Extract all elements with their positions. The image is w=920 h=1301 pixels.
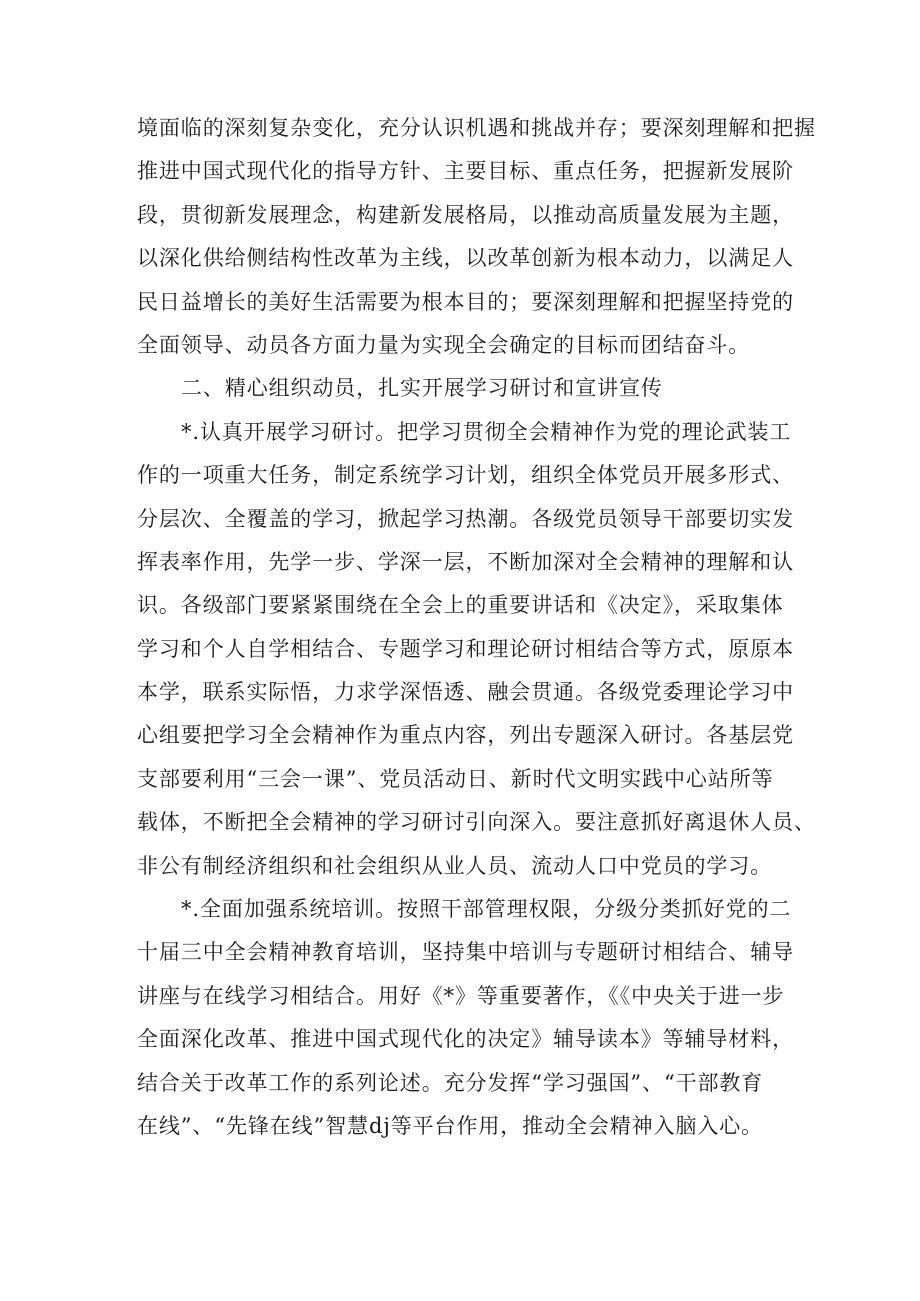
text-line: 以深化供给侧结构性改革为主线，以改革创新为根本动力，以满足人 <box>137 246 794 271</box>
text-line: 十届三中全会精神教育培训，坚持集中培训与专题研讨相结合、辅导 <box>137 940 794 965</box>
paragraph-continuation <box>137 107 816 367</box>
text-line: 挥表率作用，先学一步、学深一层，不断加深对全会精神的理解和认 <box>137 549 794 574</box>
document-body <box>137 107 816 1148</box>
text-line: 全面深化改革、推进中国式现代化的决定》辅导读本》等辅导材料， <box>137 1027 794 1052</box>
paragraph-study-discussion <box>137 411 816 888</box>
text-line: 讲座与在线学习相结合。用好《*》等重要著作，《《中央关于进一步 <box>137 983 785 1008</box>
text-line: 在线”、“先锋在线”智慧dj等平台作用，推动全会精神入脑入心。 <box>137 1113 764 1138</box>
text-line: 识。各级部门要紧紧围绕在全会上的重要讲话和《决定》，采取集体 <box>137 593 784 618</box>
text-line: 非公有制经济组织和社会组织从业人员、流动人口中党员的学习。 <box>137 853 773 878</box>
text-line: 全面领导、动员各方面力量为实现全会确定的目标而团结奋斗。 <box>137 332 751 357</box>
text-line: 学习和个人自学相结合、专题学习和理论研讨相结合等方式，原原本 <box>137 636 794 661</box>
text-line: *.全面加强系统培训。按照干部管理权限，分级分类抓好党的二 <box>181 897 792 922</box>
text-line: *.认真开展学习研讨。把学习贯彻全会精神作为党的理论武装工 <box>181 419 792 444</box>
text-line: 心组要把学习全会精神作为重点内容，列出专题深入研讨。各基层党 <box>137 723 794 748</box>
text-line: 民日益增长的美好生活需要为根本目的；要深刻理解和把握坚持党的 <box>137 289 794 314</box>
text-line: 结合关于改革工作的系列论述。充分发挥“学习强国”、“干部教育 <box>137 1070 764 1095</box>
text-line: 推进中国式现代化的指导方针、主要目标、重点任务，把握新发展阶 <box>137 159 794 184</box>
paragraph-training <box>137 888 794 1148</box>
text-line: 支部要利用“三会一课”、党员活动日、新时代文明实践中心站所等 <box>137 766 774 791</box>
section-heading: 二、精心组织动员，扎实开展学习研讨和宣讲宣传 <box>181 376 663 401</box>
text-line: 段，贯彻新发展理念，构建新发展格局，以推动高质量发展为主题， <box>137 202 794 227</box>
text-line: 载体，不断把全会精神的学习研讨引向深入。要注意抓好离退休人员、 <box>137 810 816 835</box>
text-line: 境面临的深刻复杂变化，充分认识机遇和挑战并存；要深刻理解和把握 <box>137 116 816 140</box>
text-line: 分层次、全覆盖的学习，掀起学习热潮。各级党员领导干部要切实发 <box>137 506 794 531</box>
text-line: 本学，联系实际悟，力求学深悟透、融会贯通。各级党委理论学习中 <box>137 680 794 705</box>
text-line: 作的一项重大任务，制定系统学习计划，组织全体党员开展多形式、 <box>137 463 794 488</box>
